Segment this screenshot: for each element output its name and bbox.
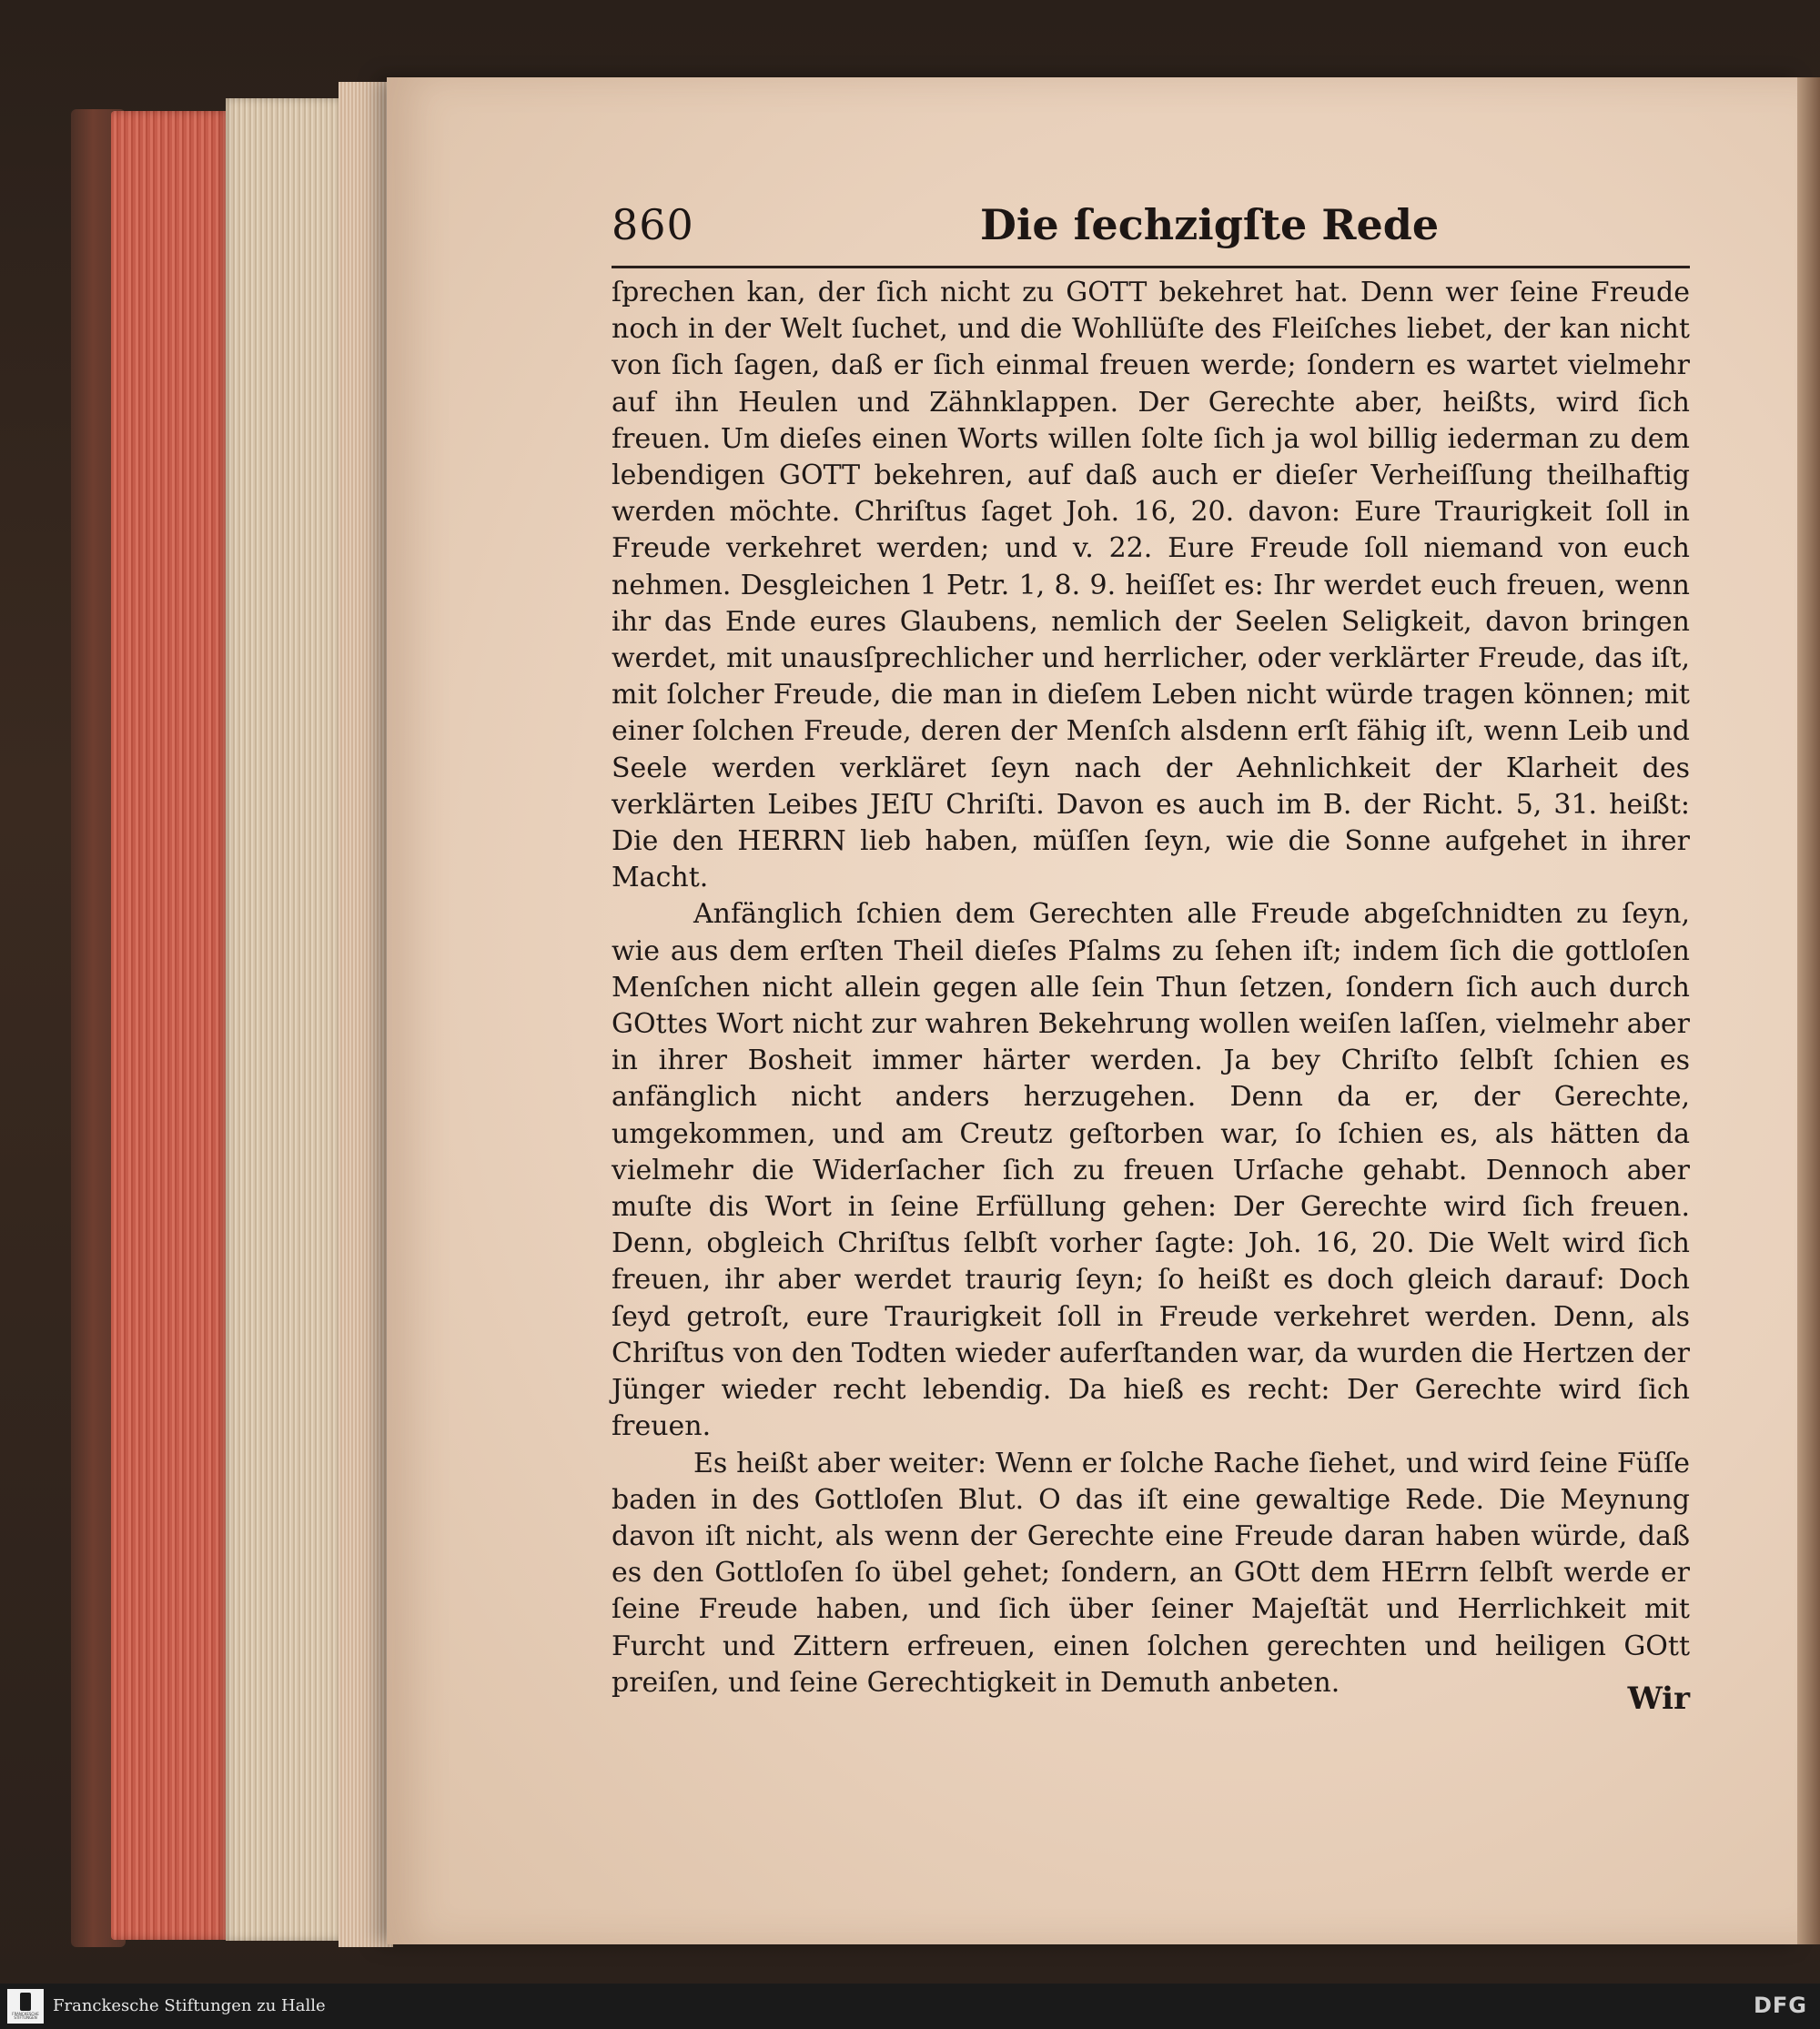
running-title: Die ſechzigſte Rede: [980, 200, 1440, 249]
page-stack: [226, 98, 344, 1941]
catchword: Wir: [1627, 1681, 1690, 1717]
logo-text: FRANCKESCHE STIFTUNGEN: [12, 2012, 39, 2020]
right-page-gutter: [1797, 77, 1820, 1944]
viewer-footer: [0, 1984, 1820, 2029]
page-stack-inner: [339, 82, 393, 1947]
page-number: 860: [612, 200, 694, 249]
header-rule: [612, 266, 1690, 268]
institution-logo[interactable]: [7, 1989, 44, 2024]
red-fore-edge: [111, 111, 229, 1940]
paragraph: ſprechen kan, der ſich nicht zu GOTT bekehret hat. Denn wer ſeine Freude noch in der Welt ſuchet, und die Wohllüſte des Fleiſches liebet, der kan nicht von ſich ſagen, daß er ſich einmal freuen werde; ſondern es wartet vielmehr auf ihn Heulen und Zähnklappen. Der Gerechte aber, heißts, wird ſich freuen. Um dieſes einen Worts willen ſolte ſich ja wol billig iederman zu dem lebendigen GOTT bekehren, auf daß auch er dieſer Verheiſſung theilhaftig werden möchte. Chriſtus ſaget Joh. 16, 20. davon: Eure Traurigkeit ſoll in Freude verkehret werden; und v. 22. Eure Freude ſoll niemand von euch nehmen. Desgleichen 1 Petr. 1, 8. 9. heiſſet es: Ihr werdet euch freuen, wenn ihr das Ende eures Glaubens, nemlich der Seelen Seligkeit, davon bringen werdet, mit unausſprechlicher und herrlicher, oder verklärter Freude, das iſt, mit ſolcher Freude, die man in dieſem Leben nicht würde tragen können; mit einer ſolchen Freude, deren der Menſch alsdenn erſt fähig iſt, wenn Leib und Seele werden verkläret ſeyn nach der Aehnlichkeit der Klarheit des verklärten Leibes JEſU Chriſti. Davon es auch im B. der Richt. 5, 31. heißt: Die den HERRN lieb haben, müſſen ſeyn, wie die Sonne aufgehet in ihrer Macht.: [612, 277, 1690, 894]
building-icon: [20, 1993, 31, 2011]
body-text: [612, 275, 1690, 1701]
page-header: [612, 200, 1690, 264]
paragraph: Anfänglich ſchien dem Gerechten alle Freude abgeſchnidten zu ſeyn, wie aus dem erſten Theil dieſes Pſalms zu ſehen iſt; indem ſich die gottloſen Menſchen nicht allein gegen alle ſein Thun ſetzen, ſondern ſich auch durch GOttes Wort nicht zur wahren Bekehrung wollen weiſen laſſen, vielmehr aber in ihrer Bosheit immer härter werden. Ja bey Chriſto ſelbſt ſchien es anfänglich nicht anders herzugehen. Denn da er, der Gerechte, umgekommen, und am Creutz geſtorben war, ſo ſchien es, als hätten da vielmehr die Widerſacher ſich zu freuen Urſache gehabt. Dennoch aber muſte dis Wort in ſeine Erfüllung gehen: Der Gerechte wird ſich freuen. Denn, obgleich Chriſtus ſelbſt vorher ſagte: Joh. 16, 20. Die Welt wird ſich freuen, ihr aber werdet traurig ſeyn; ſo heißt es doch gleich darauf: Doch ſeyd getroſt, eure Traurigkeit ſoll in Freude verkehret werden. Denn, als Chriſtus von den Todten wieder auferſtanden war, da wurden die Hertzen der Jünger wieder recht lebendig. Da hieß es recht: Der Gerechte wird ſich freuen.: [612, 898, 1690, 1443]
dfg-badge[interactable]: DFG: [1753, 1993, 1807, 2018]
institution-name[interactable]: Franckesche Stiftungen zu Halle: [53, 1996, 326, 2015]
paragraph: Es heißt aber weiter: Wenn er ſolche Rache ſiehet, und wird ſeine Füſſe baden in des Gottloſen Blut. O das iſt eine gewaltige Rede. Die Meynung davon iſt nicht, als wenn der Gerechte eine Freude daran haben würde, daß es den Gottloſen ſo übel gehet; ſondern, an GOtt dem HErrn ſelbſt werde er ſeine Freude haben, und ſich über ſeiner Majeſtät und Herrlichkeit mit Furcht und Zittern erfreuen, einen ſolchen gerechten und heiligen GOtt preiſen, und ſeine Gerechtigkeit in Demuth anbeten.: [612, 1447, 1690, 1699]
